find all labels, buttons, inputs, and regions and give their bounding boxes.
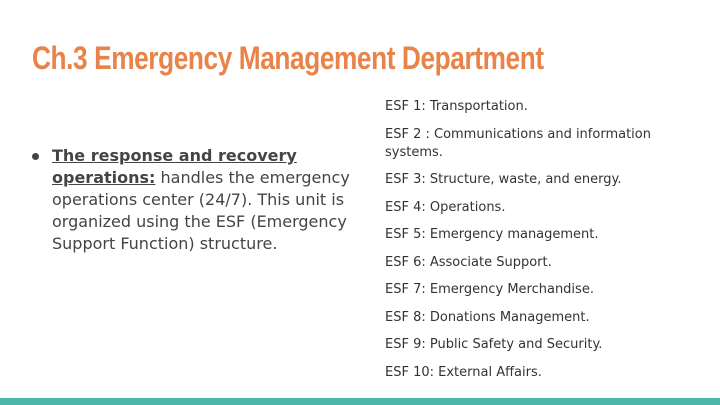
esf-item: ESF 8: Donations Management. xyxy=(385,309,590,325)
esf-item: ESF 9: Public Safety and Security. xyxy=(385,337,603,352)
bullet-paragraph xyxy=(32,145,362,255)
esf-item: ESF 10: External Affairs. xyxy=(385,364,542,380)
esf-item: ESF 4: Operations. xyxy=(385,199,506,215)
esf-item: ESF 6: Associate Support. xyxy=(385,254,552,270)
esf-list xyxy=(385,98,685,391)
esf-item: ESF 5: Emergency management. xyxy=(385,227,599,242)
slide-title: Ch.3 Emergency Management Department xyxy=(32,40,544,76)
esf-item: ESF 7: Emergency Merchandise. xyxy=(385,282,594,297)
esf-item: ESF 2 : Communications and information systems. xyxy=(385,126,651,160)
bottom-accent-bar xyxy=(0,398,720,405)
bullet-text xyxy=(52,145,362,255)
bullet-lead: The response and recovery operations: xyxy=(52,146,297,187)
esf-item: ESF 1: Transportation. xyxy=(385,99,528,114)
bullet-dot-icon xyxy=(32,153,39,160)
bullet-rest: handles the emergency operations center (24/7). This unit is organized using the ESF (Emergency Support Function) structure. xyxy=(52,168,350,253)
esf-item: ESF 3: Structure, waste, and energy. xyxy=(385,172,622,187)
